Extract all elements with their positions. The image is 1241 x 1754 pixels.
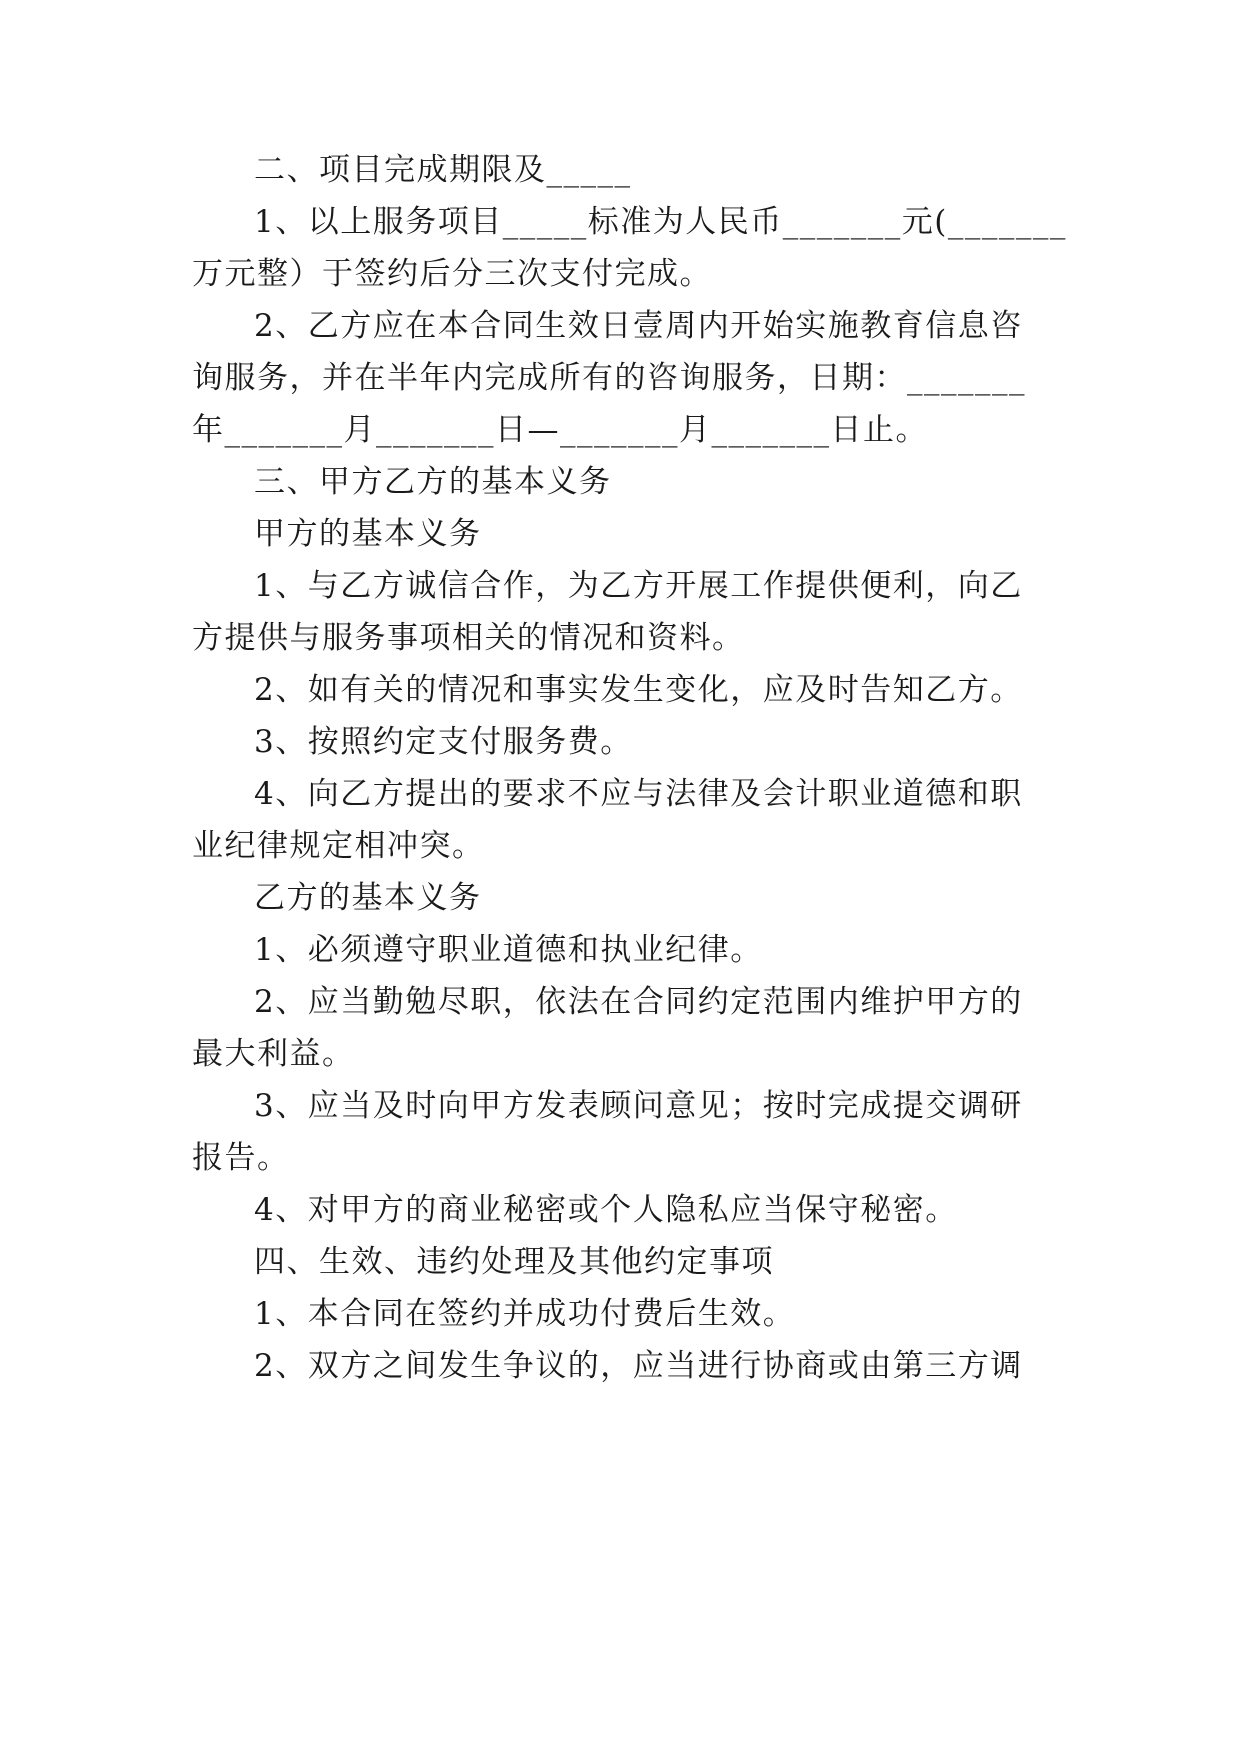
- paragraph-line: 1、与乙方诚信合作，为乙方开展工作提供便利，向乙: [254, 568, 1023, 604]
- paragraph-line: 2、应当勤勉尽职，依法在合同约定范围内维护甲方的: [254, 984, 1023, 1020]
- paragraph-line: 年_______月_______日—_______月_______日止。: [192, 412, 928, 448]
- paragraph-line: 3、按照约定支付服务费。: [254, 724, 633, 760]
- paragraph-line: 1、必须遵守职业道德和执业纪律。: [254, 932, 763, 968]
- paragraph-line: 万元整）于签约后分三次支付完成。: [192, 256, 712, 292]
- paragraph-line: 3、应当及时向甲方发表顾问意见；按时完成提交调研: [254, 1088, 1023, 1124]
- paragraph-line: 询服务，并在半年内完成所有的咨询服务，日期：_______: [192, 360, 1026, 396]
- paragraph-line: 方提供与服务事项相关的情况和资料。: [192, 620, 745, 656]
- subheading-party-b: 乙方的基本义务: [254, 880, 482, 916]
- paragraph-line: 1、以上服务项目_____标准为人民币_______元(_______: [254, 204, 1067, 240]
- paragraph-line: 2、双方之间发生争议的，应当进行协商或由第三方调: [254, 1348, 1023, 1384]
- paragraph-line: 2、如有关的情况和事实发生变化，应及时告知乙方。: [254, 672, 1023, 708]
- paragraph-line: 报告。: [192, 1140, 290, 1176]
- paragraph-line: 4、对甲方的商业秘密或个人隐私应当保守秘密。: [254, 1192, 958, 1228]
- section-heading-3: 三、甲方乙方的基本义务: [254, 464, 612, 500]
- paragraph-line: 2、乙方应在本合同生效日壹周内开始实施教育信息咨: [254, 308, 1023, 344]
- paragraph-line: 1、本合同在签约并成功付费后生效。: [254, 1296, 796, 1332]
- paragraph-line: 最大利益。: [192, 1036, 355, 1072]
- section-heading-2: 二、项目完成期限及_____: [254, 152, 632, 188]
- paragraph-line: 4、向乙方提出的要求不应与法律及会计职业道德和职: [254, 776, 1023, 812]
- paragraph-line: 业纪律规定相冲突。: [192, 828, 485, 864]
- subheading-party-a: 甲方的基本义务: [254, 516, 482, 552]
- section-heading-4: 四、生效、违约处理及其他约定事项: [254, 1244, 774, 1280]
